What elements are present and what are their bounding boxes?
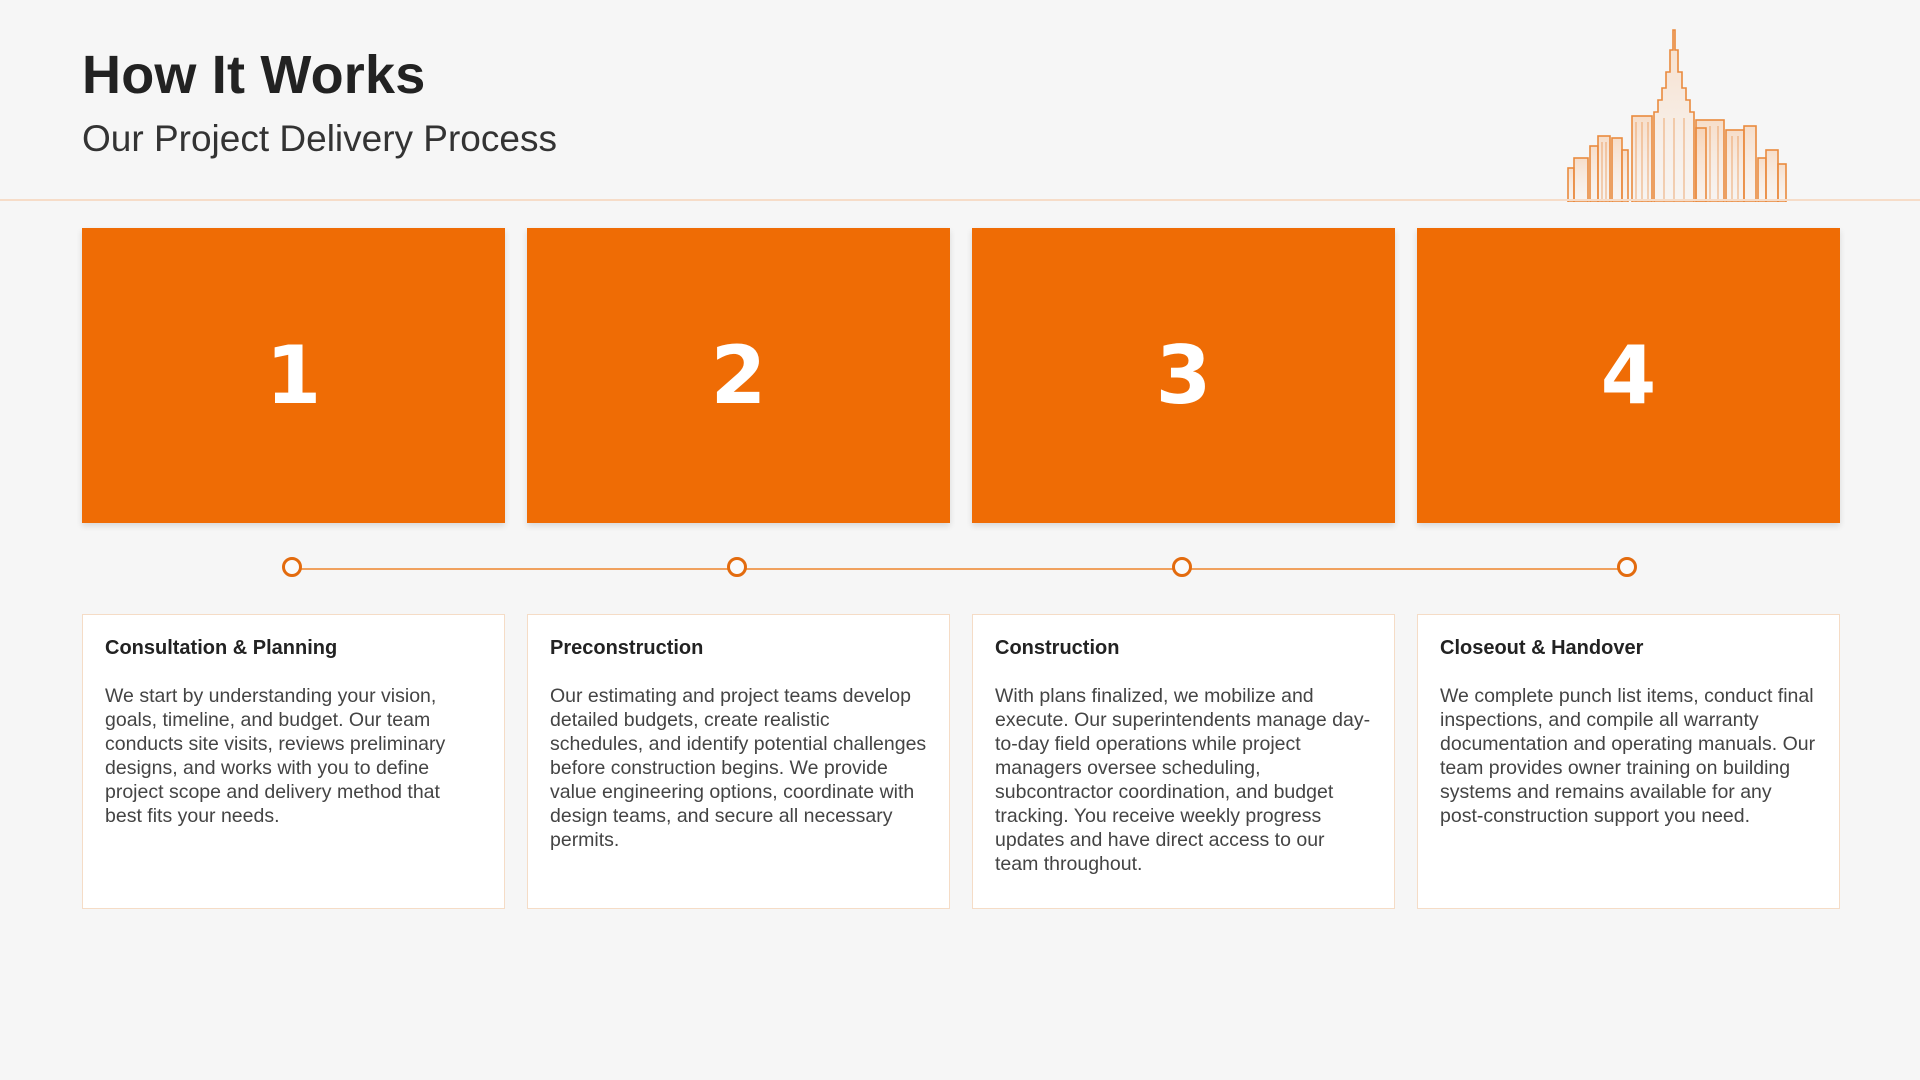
- step-description: With plans finalized, we mobilize and execute. Our superintendents manage day-to-day field operations while project managers oversee scheduling, subcontractor coordination, and budget tracking. You receive weekly progress updates and have direct access to our team throughout.: [995, 685, 1371, 875]
- timeline-dot-1: [282, 557, 302, 577]
- step-title: Consultation & Planning: [105, 637, 338, 659]
- step-card-1: [82, 614, 505, 909]
- step-number: 4: [1600, 329, 1657, 422]
- step-title: Preconstruction: [550, 637, 704, 659]
- step-tile-1: [82, 228, 505, 523]
- step-number: 1: [265, 329, 322, 422]
- step-card-4: [1417, 614, 1840, 909]
- city-skyline-icon: [1560, 26, 1842, 202]
- step-title: Closeout & Handover: [1440, 637, 1644, 659]
- timeline-dot-2: [727, 557, 747, 577]
- step-title: Construction: [995, 637, 1120, 659]
- step-card-3: [972, 614, 1395, 909]
- timeline-dot-4: [1617, 557, 1637, 577]
- step-description: We start by understanding your vision, goals, timeline, and budget. Our team conducts site visits, reviews preliminary designs, and works with you to define project scope and delivery method that best fits your needs.: [105, 685, 446, 827]
- step-card-2: [527, 614, 950, 909]
- step-description: Our estimating and project teams develop detailed budgets, create realistic schedules, and identify potential challenges before construction begins. We provide value engineering options, coordinate with design teams, and secure all necessary permits.: [550, 685, 927, 851]
- timeline-dot-3: [1172, 557, 1192, 577]
- step-tile-3: [972, 228, 1395, 523]
- step-number: 3: [1155, 329, 1212, 422]
- step-tile-2: [527, 228, 950, 523]
- step-number: 2: [710, 329, 767, 422]
- page-title: How It Works: [82, 45, 426, 105]
- page-subtitle: Our Project Delivery Process: [82, 118, 557, 159]
- timeline-line: [293, 568, 1628, 570]
- header: [0, 0, 1920, 200]
- step-description: We complete punch list items, conduct final inspections, and compile all warranty documentation and operating manuals. Our team provides owner training on building systems and remains available for any post-construction support you need.: [1440, 685, 1816, 827]
- header-divider: [0, 199, 1920, 201]
- step-tile-4: [1417, 228, 1840, 523]
